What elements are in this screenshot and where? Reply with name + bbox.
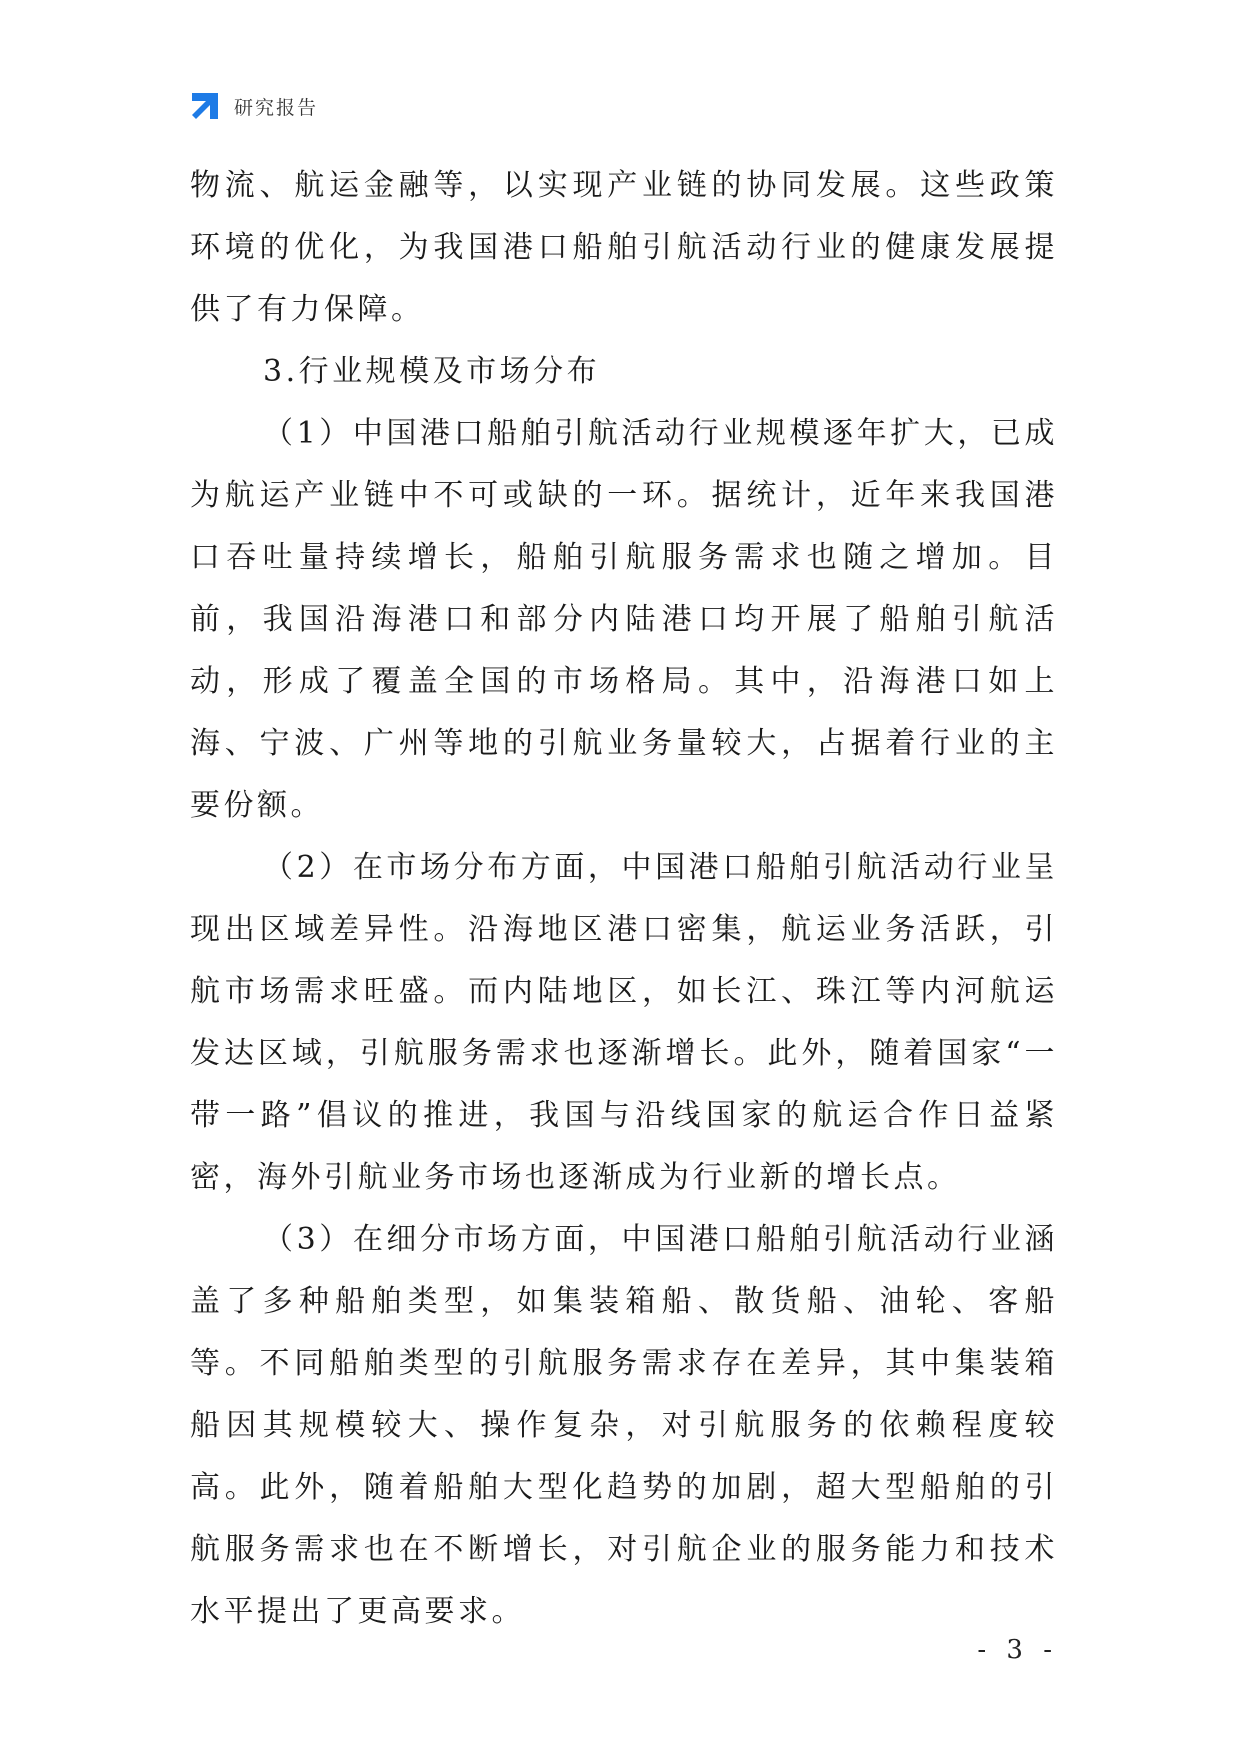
logo-arrow-icon bbox=[188, 89, 222, 123]
document-body bbox=[190, 155, 1058, 1643]
section-heading-market-scale: 3.行业规模及市场分布 bbox=[263, 354, 601, 389]
report-header bbox=[188, 88, 318, 124]
paragraph-industry-scale: （1）中国港口船舶引航活动行业规模逐年扩大，已成为航运产业链中不可或缺的一环。据统计，近年来我国港口吞吐量持续增长，船舶引航服务需求也随之增加。目前，我国沿海港口和部分内陆港口均开展了船舶引航活动，形成了覆盖全国的市场格局。其中，沿海港口如上海、宁波、广州等地的引航业务量较大，占据着行业的主要份额。 bbox=[190, 416, 1058, 823]
paragraph-market-segments: （3）在细分市场方面，中国港口船舶引航活动行业涵盖了多种船舶类型，如集装箱船、散货船、油轮、客船等。不同船舶类型的引航服务需求存在差异，其中集装箱船因其规模较大、操作复杂，对引航服务的依赖程度较高。此外，随着船舶大型化趋势的加剧，超大型船舶的引航服务需求也在不断增长，对引航企业的服务能力和技术水平提出了更高要求。 bbox=[190, 1222, 1058, 1629]
paragraph-market-distribution: （2）在市场分布方面，中国港口船舶引航活动行业呈现出区域差异性。沿海地区港口密集，航运业务活跃，引航市场需求旺盛。而内陆地区，如长江、珠江等内河航运发达区域，引航服务需求也逐渐增长。此外，随着国家“一带一路”倡议的推进，我国与沿线国家的航运合作日益紧密，海外引航业务市场也逐渐成为行业新的增长点。 bbox=[190, 850, 1058, 1195]
paragraph-policy-conclusion: 物流、航运金融等，以实现产业链的协同发展。这些政策环境的优化，为我国港口船舶引航活动行业的健康发展提供了有力保障。 bbox=[190, 168, 1058, 327]
page-number: - 3 - bbox=[977, 1635, 1058, 1665]
header-title: 研究报告 bbox=[234, 96, 319, 119]
